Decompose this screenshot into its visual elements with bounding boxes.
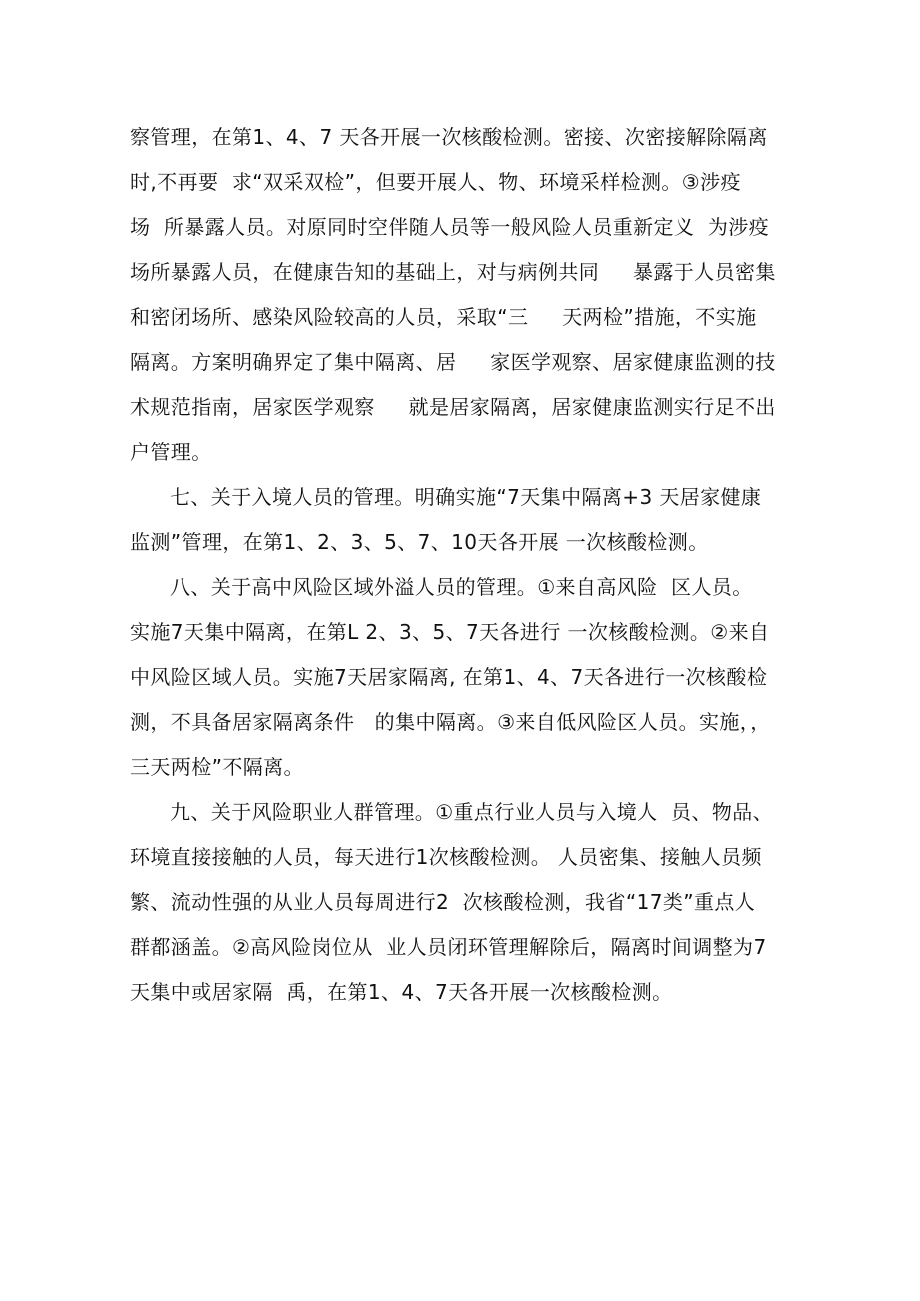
paragraph-4-line-4: 群都涵盖。②高风险岗位从 业人员闭环管理解除后，隔离时间调整为7 (130, 935, 767, 959)
paragraph-1-line-5: 和密闭场所、感染风险较高的人员，采取“三 天两检”措施，不实施 (130, 305, 757, 329)
paragraph-4-line-3: 繁、流动性强的从业人员每周进行2 次核酸检测，我省“17类”重点人 (130, 890, 756, 914)
paragraph-1-line-1: 察管理，在第1、4、7 天各开展一次核酸检测。密接、次密接解除隔离 (130, 125, 768, 149)
paragraph-1-line-7: 术规范指南，居家医学观察 就是居家隔离，居家健康监测实行足不出 (130, 395, 776, 419)
paragraph-4-line-2: 环境直接接触的人员，每天进行1次核酸检测。 人员密集、接触人员频 (130, 845, 762, 869)
paragraph-3-line-3: 中风险区域人员。实施7天居家隔离, 在第1、4、7天各进行一次核酸检 (130, 665, 768, 689)
paragraph-1-line-3: 场 所暴露人员。对原同时空伴随人员等一般风险人员重新定义 为涉疫 (130, 215, 770, 239)
paragraph-1-line-6: 隔离。方案明确界定了集中隔离、居 家医学观察、居家健康监测的技 (130, 350, 776, 374)
paragraph-3-line-5: 三天两检”不隔离。 (130, 755, 304, 779)
paragraph-2-line-1: 七、关于入境人员的管理。明确实施“7天集中隔离+3 天居家健康 (170, 485, 762, 509)
paragraph-3-line-1: 八、关于高中风险区域外溢人员的管理。①来自高风险 区人员。 (170, 575, 753, 599)
paragraph-3-line-2: 实施7天集中隔离，在第L 2、3、5、7天各进行 一次核酸检测。②来自 (130, 620, 770, 644)
paragraph-4-line-1: 九、关于风险职业人群管理。①重点行业人员与入境人 员、物品、 (170, 800, 774, 824)
paragraph-3-line-4: 测，不具备居家隔离条件 的集中隔离。③来自低风险区人员。实施，， (130, 710, 771, 734)
paragraph-1-line-8: 户管理。 (130, 440, 212, 464)
paragraph-4-line-5: 天集中或居家隔 禹，在第1、4、7天各开展一次核酸检测。 (130, 980, 673, 1004)
paragraph-2-line-2: 监测”管理，在第1、2、3、5、7、10天各开展 一次核酸检测。 (130, 530, 709, 554)
paragraph-1-line-2: 时,不再要 求“双采双检”，但要开展人、物、环境采样检测。③涉疫 (130, 170, 741, 194)
paragraph-1-line-4: 场所暴露人员，在健康告知的基础上，对与病例共同 暴露于人员密集 (130, 260, 776, 284)
